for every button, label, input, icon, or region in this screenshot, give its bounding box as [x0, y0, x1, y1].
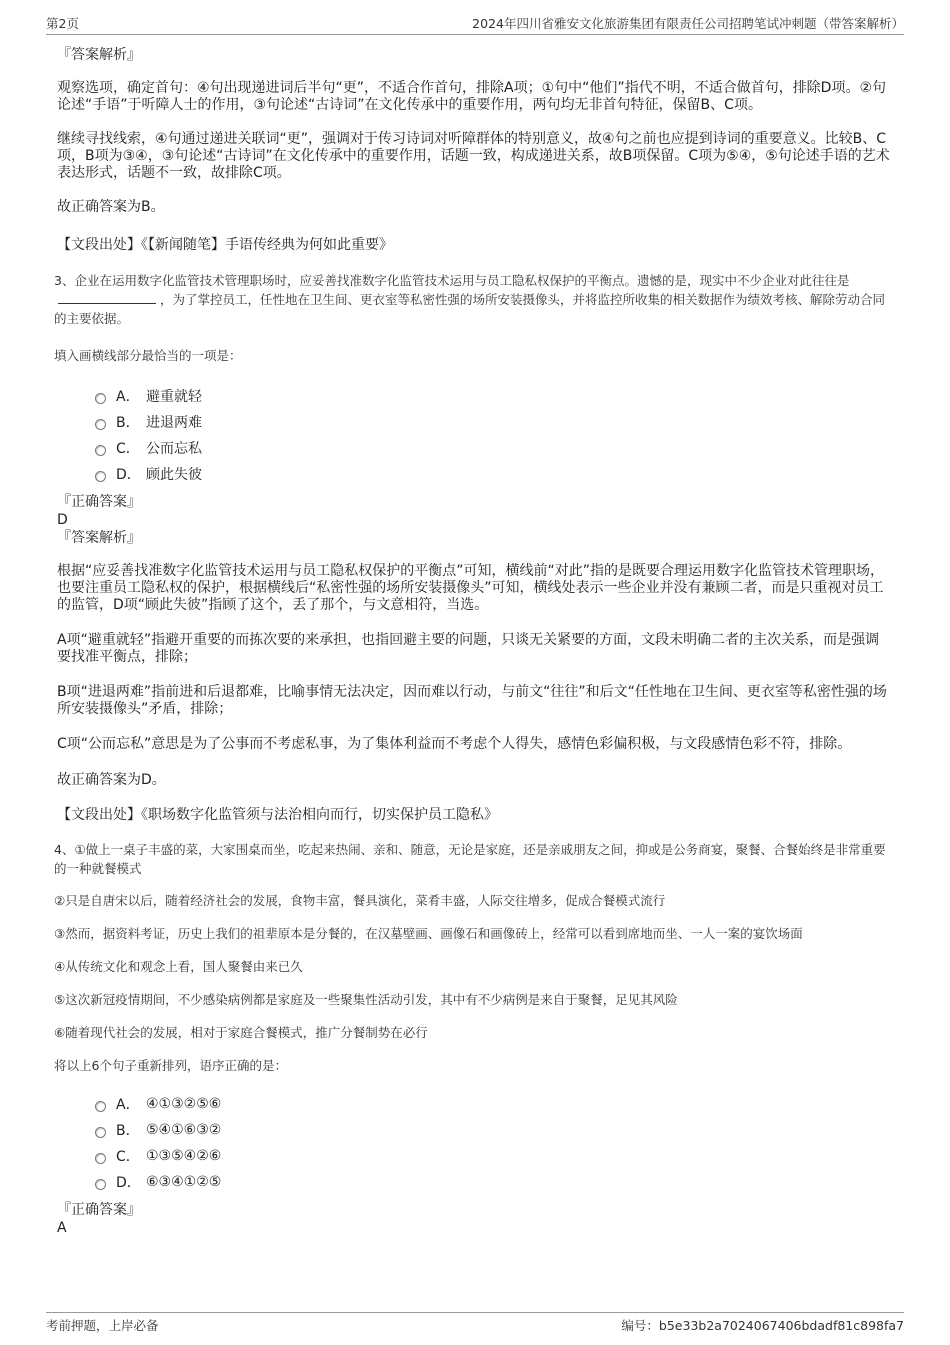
q4-option-a[interactable]	[95, 1091, 893, 1117]
page-number: 第2页	[46, 16, 79, 31]
q3-prompt: 填入画横线部分最恰当的一项是：	[54, 348, 242, 363]
option-text: ④①③②⑤⑥	[146, 1096, 222, 1112]
radio-icon[interactable]	[95, 471, 106, 482]
q3-analysis-label: 『答案解析』	[57, 530, 141, 546]
q3-analysis-paragraph-1: 根据“应妥善找准数字化监管技术运用与员工隐私权保护的平衡点”可知，横线前“对此”指的是既要合理运用数字化监管技术管理职场，也要注重员工隐私权的保护，根据横线后“私密性强的场所安装摄像头”可知，横线处表示一些企业并没有兼顾二者，而是只重视对员工的监管，D项“顾此失彼”指顾了这个，丢了那个，与文意相符，当选。	[57, 563, 885, 613]
option-key: D．	[116, 467, 141, 483]
q4-sentence-6: ⑥随着现代社会的发展，相对于家庭合餐模式，推广分餐制势在必行	[54, 1025, 428, 1040]
radio-icon[interactable]	[95, 1179, 106, 1190]
q2-analysis-paragraph-1: 观察选项，确定首句：④句出现递进词后半句“更”，不适合作首句，排除A项；①句中“他们”指代不明，不适合做首句，排除D项。②句论述“手语”于听障人士的作用，③句论述“古诗词”在文化传承中的重要作用，两句均无非首句特征，保留B、C项。	[57, 80, 887, 113]
page-footer	[46, 1312, 904, 1336]
q2-analysis-label: 『答案解析』	[57, 47, 141, 63]
page-header	[46, 14, 904, 35]
q4-sentence-5: ⑤这次新冠疫情期间，不少感染病例都是家庭及一些聚集性活动引发，其中有不少病例是来自于聚餐，足见其风险	[54, 992, 678, 1007]
option-text: ①③⑤④②⑥	[146, 1148, 222, 1164]
q2-source: 【文段出处】《【新闻随笔】手语传经典为何如此重要》	[57, 237, 393, 253]
q3-answer-label: 『正确答案』	[57, 494, 141, 510]
document-code: 编号：b5e33b2a7024067406bdadf81c898fa7	[621, 1318, 904, 1333]
option-key: C．	[116, 441, 140, 457]
q4-prompt: 将以上6个句子重新排列，语序正确的是：	[54, 1058, 287, 1073]
q4-options	[95, 1091, 893, 1195]
q4-option-d[interactable]	[95, 1169, 893, 1195]
option-key: A．	[116, 1097, 140, 1113]
q3-analysis-paragraph-3: B项“进退两难”指前进和后退都难，比喻事情无法决定，因而难以行动，与前文“往往”和后文“任性地在卫生间、更衣室等私密性强的场所安装摄像头”矛盾，排除；	[57, 684, 887, 717]
q3-blank-line	[58, 292, 156, 304]
q3-source: 【文段出处】《职场数字化监管须与法治相向而行，切实保护员工隐私》	[57, 807, 498, 823]
option-text: 公而忘私	[146, 441, 202, 457]
q2-analysis-paragraph-2: 继续寻找线索，④句通过递进关联词“更”，强调对于传习诗词对听障群体的特别意义，故④句之前也应提到诗词的重要意义。比较B、C项，B项为③④，③句论述“古诗词”在文化传承中的重要作用，话题一致，构成递进关系，故B项保留。C项为⑤④，⑤句论述手语的艺术表达形式，话题不一致，故排除C项。	[57, 131, 890, 181]
document-title: 2024年四川省雅安文化旅游集团有限责任公司招聘笔试冲刺题（带答案解析）	[472, 16, 904, 31]
option-key: B．	[116, 415, 140, 431]
q3-analysis-paragraph-4: C项“公而忘私”意思是为了公事而不考虑私事，为了集体利益而不考虑个人得失，感情色彩偏积极，与文段感情色彩不符，排除。	[57, 736, 852, 752]
radio-icon[interactable]	[95, 1153, 106, 1164]
q3-stem	[54, 271, 893, 328]
q3-option-b[interactable]	[95, 409, 893, 435]
option-key: D．	[116, 1175, 141, 1191]
radio-icon[interactable]	[95, 1127, 106, 1138]
q3-analysis-paragraph-2: A项“避重就轻”指避开重要的而拣次要的来承担，也指回避主要的问题，只谈无关紧要的方面，文段未明确二者的主次关系，而是强调要找准平衡点，排除；	[57, 632, 880, 665]
option-text: 避重就轻	[146, 389, 202, 405]
q3-stem-part-2: ，为了掌控员工，任性地在卫生间、更衣室等私密性强的场所安装摄像头，并将监控所收集的相关数据作为绩效考核、解除劳动合同的主要依据。	[54, 292, 886, 326]
q3-answer: D	[57, 512, 68, 528]
q4-sentence-1: 4、①做上一桌子丰盛的菜，大家围桌而坐，吃起来热闹、亲和、随意，无论是家庭，还是亲戚朋友之间，抑或是公务商宴，聚餐、合餐始终是非常重要的一种就餐模式	[54, 842, 886, 876]
radio-icon[interactable]	[95, 393, 106, 404]
option-key: C．	[116, 1149, 140, 1165]
option-key: A．	[116, 389, 140, 405]
q3-option-c[interactable]	[95, 435, 893, 461]
q4-sentence-2: ②只是自唐宋以后，随着经济社会的发展，食物丰富，餐具演化，菜肴丰盛，人际交往增多，促成合餐模式流行	[54, 893, 666, 908]
page-content	[54, 46, 893, 1237]
q4-sentence-3: ③然而，据资料考证，历史上我们的祖辈原本是分餐的，在汉墓壁画、画像石和画像砖上，经常可以看到席地而坐、一人一案的宴饮场面	[54, 926, 803, 941]
option-text: 进退两难	[146, 415, 202, 431]
q4-option-c[interactable]	[95, 1143, 893, 1169]
q4-sentence-4: ④从传统文化和观念上看，国人聚餐由来已久	[54, 959, 303, 974]
radio-icon[interactable]	[95, 419, 106, 430]
radio-icon[interactable]	[95, 445, 106, 456]
footer-slogan: 考前押题，上岸必备	[46, 1318, 159, 1333]
q3-stem-part-1: 3、企业在运用数字化监管技术管理职场时，应妥善找准数字化监管技术运用与员工隐私权保护的平衡点。遗憾的是，现实中不少企业对此往往是	[54, 273, 850, 288]
q3-options	[95, 383, 893, 487]
q4-answer: A	[57, 1220, 67, 1236]
q3-conclusion: 故正确答案为D。	[57, 772, 166, 788]
option-text: ⑤④①⑥③②	[146, 1122, 222, 1138]
option-key: B．	[116, 1123, 140, 1139]
q3-option-a[interactable]	[95, 383, 893, 409]
q4-answer-label: 『正确答案』	[57, 1202, 141, 1218]
q2-conclusion: 故正确答案为B。	[57, 199, 165, 215]
q4-option-b[interactable]	[95, 1117, 893, 1143]
option-text: ⑥③④①②⑤	[146, 1174, 222, 1190]
radio-icon[interactable]	[95, 1101, 106, 1112]
q3-option-d[interactable]	[95, 461, 893, 487]
option-text: 顾此失彼	[146, 467, 202, 483]
